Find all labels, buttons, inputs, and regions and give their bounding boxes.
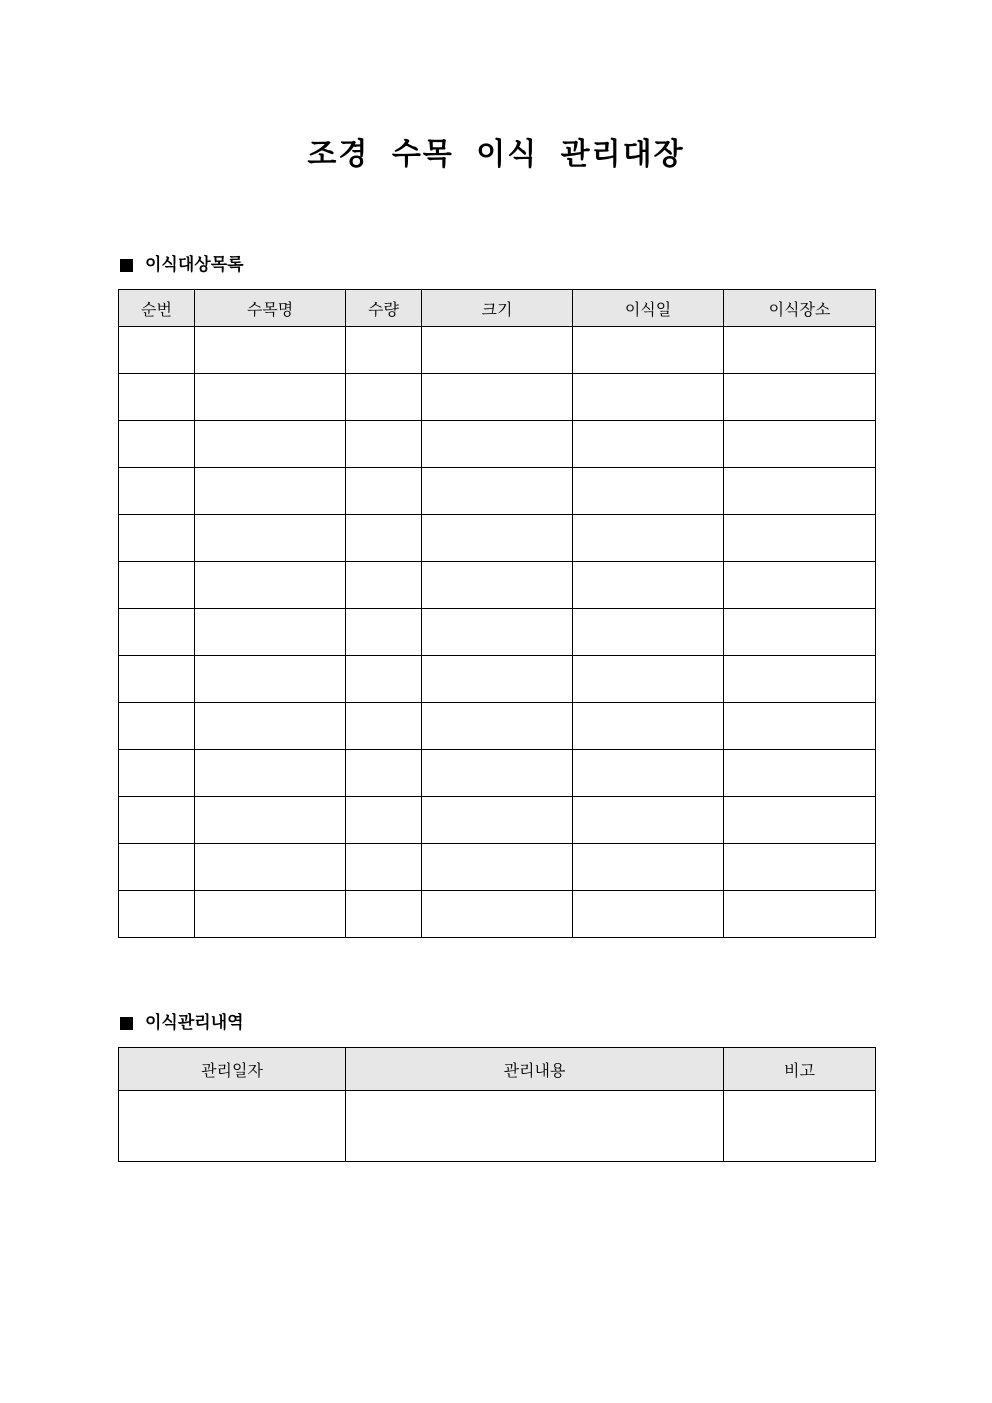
table-cell[interactable] xyxy=(724,609,876,656)
table-cell[interactable] xyxy=(119,1091,346,1162)
column-header-quantity: 수량 xyxy=(346,290,422,327)
table-cell[interactable] xyxy=(346,562,422,609)
table-cell[interactable] xyxy=(573,562,724,609)
table-cell[interactable] xyxy=(346,515,422,562)
table-cell[interactable] xyxy=(724,515,876,562)
table-cell[interactable] xyxy=(422,562,573,609)
table-cell[interactable] xyxy=(119,656,195,703)
table-cell[interactable] xyxy=(195,750,346,797)
table-row xyxy=(119,891,876,938)
table-row xyxy=(119,1091,876,1162)
table-cell[interactable] xyxy=(724,750,876,797)
table-row xyxy=(119,421,876,468)
table-cell[interactable] xyxy=(573,703,724,750)
table-cell[interactable] xyxy=(195,562,346,609)
table-cell[interactable] xyxy=(195,797,346,844)
table-cell[interactable] xyxy=(573,468,724,515)
table-cell[interactable] xyxy=(422,468,573,515)
table-cell[interactable] xyxy=(724,562,876,609)
table-cell[interactable] xyxy=(422,656,573,703)
management-history-table xyxy=(118,1047,876,1162)
table-cell[interactable] xyxy=(346,421,422,468)
table-cell[interactable] xyxy=(119,374,195,421)
table-cell[interactable] xyxy=(195,468,346,515)
table-cell[interactable] xyxy=(724,844,876,891)
table-cell[interactable] xyxy=(573,750,724,797)
table-cell[interactable] xyxy=(195,609,346,656)
table-cell[interactable] xyxy=(119,891,195,938)
table-cell[interactable] xyxy=(346,891,422,938)
table-cell[interactable] xyxy=(573,797,724,844)
table-cell[interactable] xyxy=(724,1091,876,1162)
table-cell[interactable] xyxy=(573,421,724,468)
table-cell[interactable] xyxy=(573,515,724,562)
table-row xyxy=(119,515,876,562)
table-cell[interactable] xyxy=(422,891,573,938)
column-header-management-date: 관리일자 xyxy=(119,1048,346,1091)
table-cell[interactable] xyxy=(195,703,346,750)
table-cell[interactable] xyxy=(724,656,876,703)
table-row xyxy=(119,562,876,609)
table-cell[interactable] xyxy=(195,656,346,703)
table-cell[interactable] xyxy=(195,374,346,421)
table-cell[interactable] xyxy=(422,609,573,656)
table-cell[interactable] xyxy=(119,421,195,468)
table-cell[interactable] xyxy=(573,327,724,374)
table-row xyxy=(119,374,876,421)
table-cell[interactable] xyxy=(119,562,195,609)
table-cell[interactable] xyxy=(195,327,346,374)
table-cell[interactable] xyxy=(119,703,195,750)
table-cell[interactable] xyxy=(119,750,195,797)
table-cell[interactable] xyxy=(195,421,346,468)
table-body xyxy=(119,327,876,938)
column-header-transplant-location: 이식장소 xyxy=(724,290,876,327)
table-cell[interactable] xyxy=(573,656,724,703)
table-header-row xyxy=(119,1048,876,1091)
table-cell[interactable] xyxy=(346,750,422,797)
table-row xyxy=(119,468,876,515)
transplant-target-table xyxy=(118,289,876,938)
column-header-transplant-date: 이식일 xyxy=(573,290,724,327)
table-cell[interactable] xyxy=(346,656,422,703)
table-cell[interactable] xyxy=(422,750,573,797)
table-cell[interactable] xyxy=(573,891,724,938)
table-cell[interactable] xyxy=(195,515,346,562)
table-row xyxy=(119,656,876,703)
column-header-seq: 순번 xyxy=(119,290,195,327)
column-header-size: 크기 xyxy=(422,290,573,327)
table-cell[interactable] xyxy=(346,468,422,515)
table-cell[interactable] xyxy=(422,515,573,562)
table-cell[interactable] xyxy=(422,374,573,421)
table-cell[interactable] xyxy=(422,327,573,374)
table-cell[interactable] xyxy=(724,374,876,421)
page-title: 조경 수목 이식 관리대장 xyxy=(307,137,685,172)
table-row xyxy=(119,797,876,844)
table-row xyxy=(119,844,876,891)
section-heading-management-history xyxy=(118,1011,244,1035)
table-cell[interactable] xyxy=(724,468,876,515)
table-cell[interactable] xyxy=(724,891,876,938)
table-cell[interactable] xyxy=(195,891,346,938)
table-row xyxy=(119,327,876,374)
table-cell[interactable] xyxy=(346,844,422,891)
table-cell[interactable] xyxy=(346,703,422,750)
table-cell[interactable] xyxy=(346,327,422,374)
table-cell[interactable] xyxy=(724,327,876,374)
table-cell[interactable] xyxy=(422,703,573,750)
table-cell[interactable] xyxy=(346,374,422,421)
table-cell[interactable] xyxy=(346,1091,724,1162)
table-cell[interactable] xyxy=(195,844,346,891)
table-cell[interactable] xyxy=(119,515,195,562)
table-cell[interactable] xyxy=(724,421,876,468)
section-heading-label: 이식관리내역 xyxy=(145,1013,244,1033)
table-cell[interactable] xyxy=(422,421,573,468)
table-cell[interactable] xyxy=(119,327,195,374)
table-cell[interactable] xyxy=(119,609,195,656)
table-header-row xyxy=(119,290,876,327)
table-cell[interactable] xyxy=(119,844,195,891)
section-heading-label: 이식대상목록 xyxy=(145,255,244,275)
column-header-management-content: 관리내용 xyxy=(346,1048,724,1091)
square-bullet-icon xyxy=(120,1017,133,1030)
square-bullet-icon xyxy=(120,259,133,272)
table-row xyxy=(119,703,876,750)
table-row xyxy=(119,609,876,656)
table-cell[interactable] xyxy=(422,797,573,844)
column-header-tree-name: 수목명 xyxy=(195,290,346,327)
table-cell[interactable] xyxy=(573,844,724,891)
table-cell[interactable] xyxy=(119,468,195,515)
table-row xyxy=(119,750,876,797)
table-cell[interactable] xyxy=(724,703,876,750)
table-cell[interactable] xyxy=(573,609,724,656)
table-cell[interactable] xyxy=(346,797,422,844)
table-cell[interactable] xyxy=(346,609,422,656)
table-cell[interactable] xyxy=(119,797,195,844)
table-cell[interactable] xyxy=(422,844,573,891)
column-header-remarks: 비고 xyxy=(724,1048,876,1091)
table-cell[interactable] xyxy=(724,797,876,844)
table-cell[interactable] xyxy=(573,374,724,421)
section-heading-transplant-list xyxy=(118,253,244,277)
